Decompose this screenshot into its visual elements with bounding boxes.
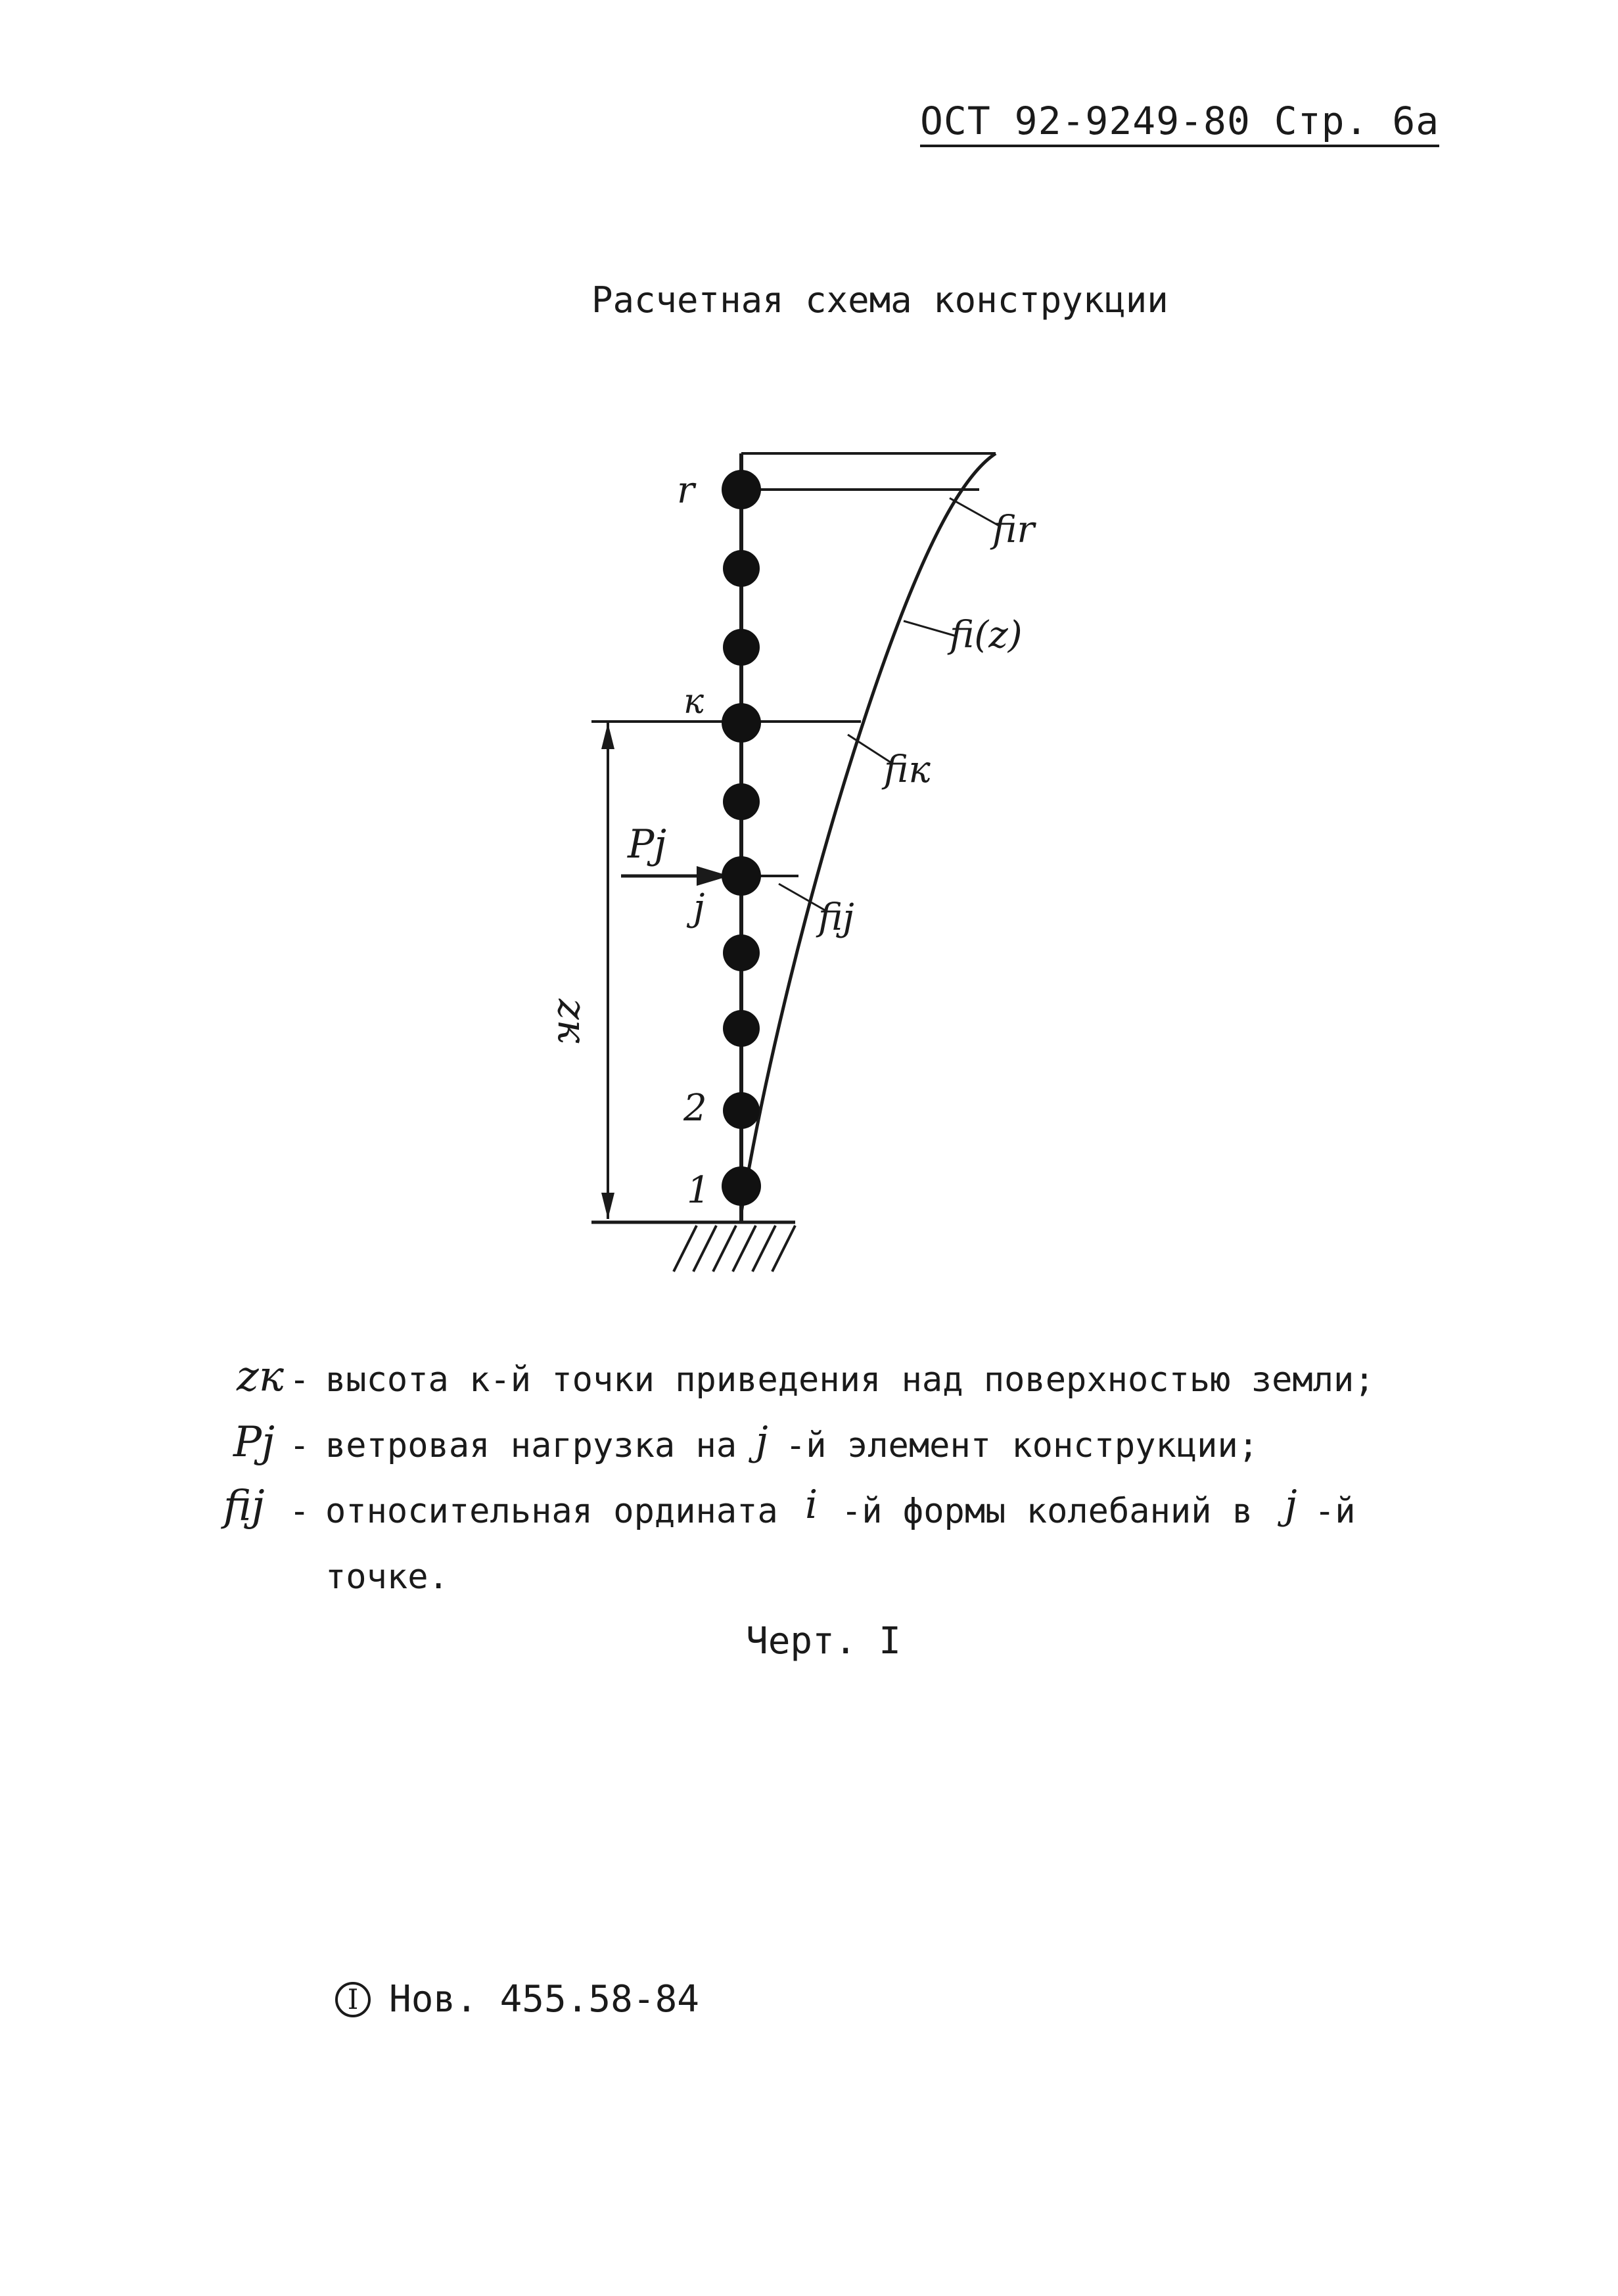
legend-continuation: точке. [325,1557,449,1597]
figure-title: Расчетная схема конструкции [591,279,1168,321]
label-height: zк [549,999,595,1044]
dim-arrow-bottom [601,1193,614,1219]
legend-dash-fij: - [289,1492,310,1531]
label-fik: fiк [884,748,931,791]
legend-text-fij-a: относительная ордината [325,1492,778,1531]
legend-var-i: i [805,1482,818,1528]
label-node-1: 1 [687,1169,710,1212]
label-node-j: j [693,886,705,929]
legend-text-pj-a: ветровая нагрузка на [325,1426,737,1465]
label-fij: fij [818,896,854,939]
node [723,1010,760,1047]
revision-mark: I [335,1982,371,2017]
node-2 [723,1092,760,1129]
legend-var-j2: j [1285,1482,1297,1528]
node-j [722,856,761,896]
legend-symbol-zk: zк [237,1352,284,1401]
legend-text-zk: высота к-й точки приведения над поверхностью земли; [325,1360,1375,1400]
revision-note [335,1978,699,2021]
legend-dash-zk: - [289,1360,310,1400]
leader-fir [950,498,999,526]
revision-text: Нов. 455.58-84 [389,1978,700,2021]
label-fir: fir [992,509,1035,551]
label-load: Pj [628,821,666,867]
legend-text-fij-c: -й [1314,1492,1356,1531]
legend-symbol-fij: fij [223,1482,265,1530]
legend-dash-pj: - [289,1426,310,1465]
node-k [722,703,761,743]
label-node-k: к [683,682,705,722]
label-node-r: r [677,469,695,512]
leader-fiz [904,621,956,636]
node [723,783,760,820]
legend-text-pj-b: -й элемент конструкции; [785,1426,1259,1465]
legend-var-j: j [756,1418,768,1464]
dim-arrow-top [601,723,614,749]
node [723,550,760,587]
legend-symbol-pj: Pj [233,1418,275,1467]
label-node-2: 2 [683,1087,707,1130]
document-header: ОСТ 92-9249-80 Стр. 6а [920,99,1439,147]
ground-hatch [674,1226,795,1272]
node-r [722,470,761,509]
legend-text-fij-b: -й формы колебаний в [841,1492,1253,1531]
figure-caption: Черт. I [746,1620,902,1663]
node [723,934,760,971]
node-1 [722,1166,761,1206]
node [723,629,760,666]
mode-shape-curve [741,453,996,1212]
label-fiz: fi(z) [950,614,1023,656]
